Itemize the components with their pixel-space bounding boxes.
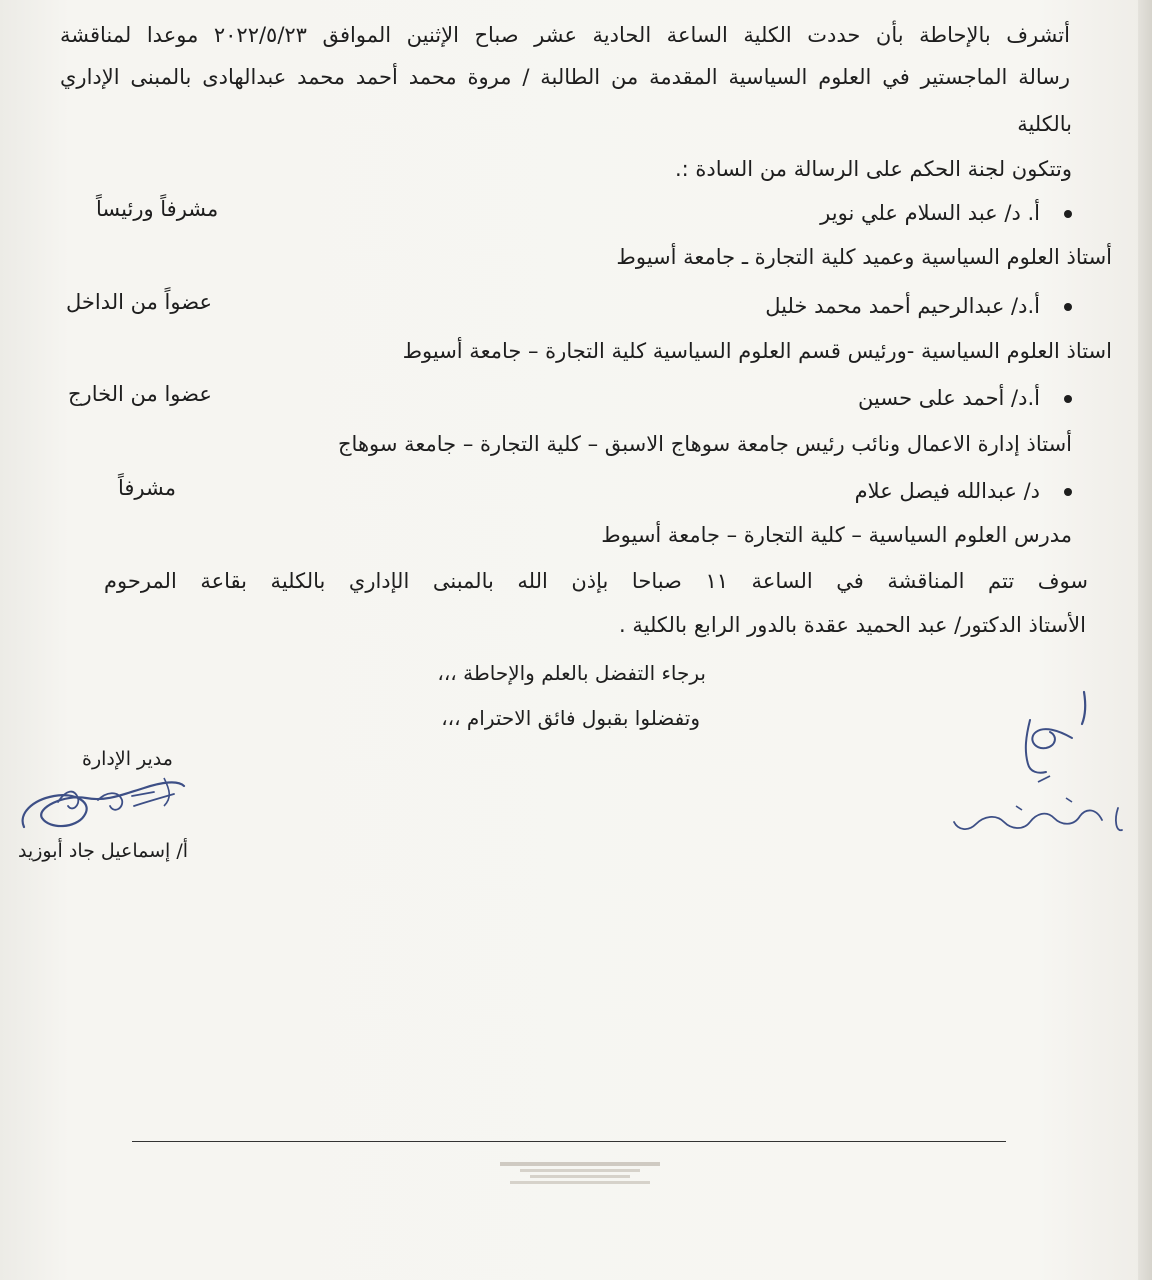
committee-member-3	[858, 384, 1072, 412]
venue-line-1: سوف تتم المناقشة في الساعة ١١ صباحا بإذن الله بالمبنى الإداري بالكلية بقاعة المرحوم	[104, 569, 1088, 593]
signature-name: أ/ إسماعيل جاد أبوزيد	[18, 840, 189, 862]
member-title: أستاذ العلوم السياسية وعميد كلية التجارة ـ جامعة أسيوط	[616, 245, 1112, 269]
committee-member-4	[855, 477, 1072, 505]
member-role: عضوا من الخارج	[68, 382, 212, 406]
bullet-icon	[1064, 395, 1072, 403]
member-name: أ.د/ عبدالرحيم أحمد محمد خليل	[765, 294, 1040, 318]
member-name: أ.د/ أحمد على حسين	[858, 386, 1040, 410]
footer-rule	[132, 1141, 1006, 1142]
closing-line-2: وتفضلوا بقبول فائق الاحترام ،،،	[441, 706, 700, 730]
member-role: مشرفاً	[118, 476, 177, 500]
member-role: عضواً من الداخل	[66, 290, 212, 314]
member-name: أ. د/ عبد السلام علي نوير	[820, 201, 1040, 225]
member-title: مدرس العلوم السياسية – كلية التجارة – جامعة أسيوط	[601, 523, 1072, 547]
paper-edge	[1138, 0, 1152, 1280]
venue-line-2: الأستاذ الدكتور/ عبد الحميد عقدة بالدور الرابع بالكلية .	[619, 613, 1086, 637]
member-title: أستاذ إدارة الاعمال ونائب رئيس جامعة سوهاج الاسبق – كلية التجارة – جامعة سوهاج	[338, 432, 1072, 456]
bullet-icon	[1064, 488, 1072, 496]
member-role: مشرفاً ورئيساً	[96, 197, 219, 221]
committee-intro: وتتكون لجنة الحكم على الرسالة من السادة :.	[675, 157, 1072, 181]
bullet-icon	[1064, 303, 1072, 311]
member-name: د/ عبدالله فيصل علام	[854, 479, 1040, 503]
bullet-icon	[1064, 210, 1072, 218]
signature-position: مدير الإدارة	[82, 748, 173, 770]
intro-line-2: رسالة الماجستير في العلوم السياسية المقدمة من الطالبة / مروة محمد أحمد محمد عبدالهادى بالمبنى الإداري	[60, 65, 1070, 89]
committee-member-1	[820, 199, 1072, 227]
closing-line-1: برجاء التفضل بالعلم والإحاطة ،،،	[437, 661, 706, 685]
footer-letterhead-text	[500, 1160, 660, 1187]
intro-line-1: أتشرف بالإحاطة بأن حددت الكلية الساعة الحادية عشر صباح الإثنين الموافق ٢٠٢٢/٥/٢٣ موعدا لمناقشة	[60, 23, 1070, 47]
handwritten-signature	[14, 772, 204, 842]
committee-member-2	[765, 292, 1072, 320]
handwritten-note	[946, 680, 1136, 850]
intro-line-3: بالكلية	[1017, 112, 1072, 136]
member-title: استاذ العلوم السياسية -ورئيس قسم العلوم السياسية كلية التجارة – جامعة أسيوط	[402, 339, 1112, 363]
